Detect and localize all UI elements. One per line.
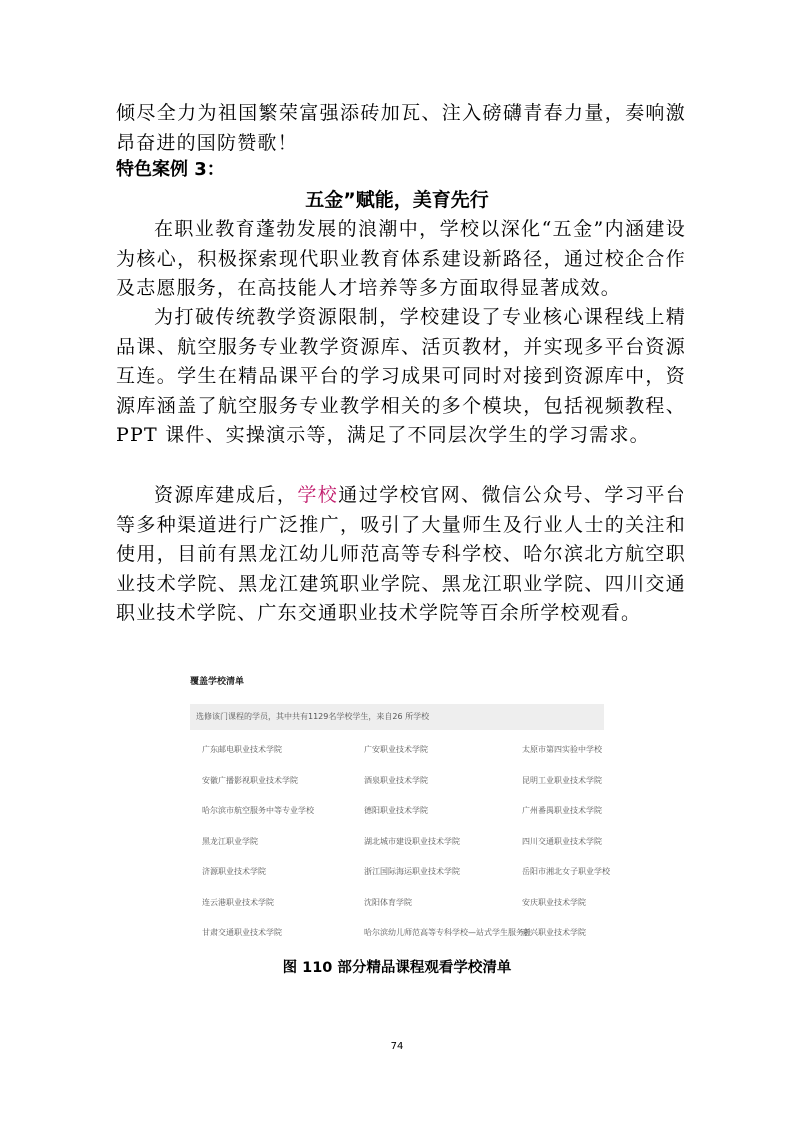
school-name: 四川交通职业技术学院 (522, 836, 602, 846)
paragraph-promotion-start: 资源库建成后， (154, 484, 298, 506)
section-heading: 特色案例 3： (116, 159, 225, 180)
paragraph-continuation: 倾尽全力为祖国繁荣富强添砖加瓦、注入磅礴青春力量，奏响激昂奋进的国防赞歌！ (116, 102, 686, 154)
figure-caption: 图 110 部分精品课程观看学校清单 (282, 960, 512, 976)
case-subtitle: 五金”赋能，美育先行 (305, 189, 489, 211)
school-name: 酒泉职业技术学院 (364, 775, 428, 785)
school-row (202, 775, 606, 806)
school-row (202, 927, 606, 958)
figure-banner-text: 选修该门课程的学员，其中共有1129名学校学生，来自26 所学校 (196, 712, 430, 721)
school-name: 湖北城市建设职业技术学院 (364, 836, 460, 846)
school-name: 哈尔滨市航空服务中等专业学校 (202, 806, 314, 815)
school-row (202, 805, 606, 836)
school-name: 甘肃交通职业技术学院 (202, 928, 282, 937)
school-name: 昆明工业职业技术学院 (522, 775, 602, 785)
school-name: 广州番禺职业技术学院 (522, 806, 602, 815)
school-row (202, 866, 610, 897)
school-name: 浙江国际海运职业技术学院 (364, 867, 460, 876)
figure-banner (190, 704, 604, 730)
paragraph-resources: 为打破传统教学资源限制，学校建设了专业核心课程线上精品课、航空服务专业教学资源库、活页教材，并实现多平台资源互连。学生在精品课平台的学习成果可同时对接到资源库中，资源库涵盖了航空服务专业教学相关的多个模块，包括视频教程、PPT 课件、实操演示等，满足了不同层次学生的学习需求。 (116, 306, 686, 446)
school-name: 德阳职业技术学院 (364, 806, 428, 815)
school-row (202, 744, 606, 775)
highlighted-word: 学校 (297, 484, 339, 506)
school-list-figure (186, 668, 608, 950)
school-name: 黑龙江职业学院 (202, 836, 258, 846)
school-name: 太原市第四实验中学校 (522, 745, 602, 754)
school-grid (202, 744, 610, 958)
school-row (202, 897, 606, 928)
school-name: 岳阳市湘北女子职业学校 (522, 867, 610, 876)
page-number: 74 (390, 1041, 404, 1052)
paragraph-promotion-rest: 通过学校官网、微信公众号、学习平台等多种渠道进行广泛推广，吸引了大量师生及行业人士的关注和使用，目前有黑龙江幼儿师范高等专科学校、哈尔滨北方航空职业技术学院、黑龙江建筑职业学院、黑龙江职业学院、四川交通职业技术学院、广东交通职业技术学院等百余所学校观看。 (116, 484, 687, 624)
school-name: 广东邮电职业技术学院 (202, 745, 282, 754)
school-name: 哈尔滨幼儿师范高等专科学校—站式学生服务社 (364, 928, 532, 937)
school-row (202, 836, 606, 867)
school-name: 安庆职业技术学院 (522, 897, 586, 907)
paragraph-intro: 在职业教育蓬勃发展的浪潮中，学校以深化“五金”内涵建设为核心，积极探索现代职业教育体系建设新路径，通过校企合作及志愿服务，在高技能人才培养等多方面取得显著成效。 (116, 218, 686, 299)
school-name: 济源职业技术学院 (202, 867, 266, 876)
school-name: 广安职业技术学院 (364, 745, 428, 754)
school-name: 嘉兴职业技术学院 (522, 928, 586, 937)
paragraph-promotion (116, 481, 686, 629)
school-name: 安徽广播影视职业技术学院 (202, 775, 298, 785)
school-name: 连云港职业技术学院 (202, 897, 274, 907)
school-name: 沈阳体育学院 (364, 897, 412, 907)
figure-title: 覆盖学校清单 (190, 677, 245, 687)
